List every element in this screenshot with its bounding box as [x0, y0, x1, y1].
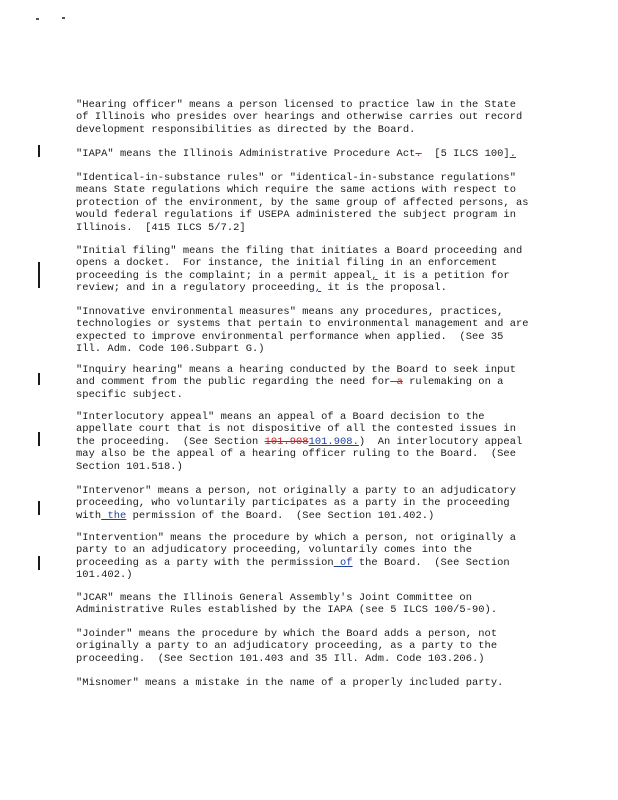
text-line	[76, 270, 546, 282]
body-text: Ill. Adm. Code 106.Subpart G.)	[76, 343, 265, 356]
body-text: ) An interlocutory appeal	[358, 435, 523, 448]
text-line	[76, 510, 546, 522]
inserted-text: 101.908	[308, 435, 353, 448]
text-line	[76, 436, 546, 448]
body-text: specific subject.	[76, 388, 183, 401]
definition-jcar	[76, 592, 546, 617]
body-text: protection of the environment, by the same group of affected persons, as	[76, 196, 529, 209]
body-text: means State regulations which require the same actions with respect to	[76, 184, 516, 197]
definition-hearing-officer	[76, 99, 546, 136]
inserted-text: .	[352, 435, 359, 448]
text-line	[76, 497, 546, 509]
scan-speck	[36, 18, 39, 20]
inserted-text: ,	[314, 282, 322, 295]
body-text: proceeding as a party with the permission	[76, 556, 334, 569]
definition-interlocutory-appeal	[76, 411, 546, 473]
definition-intervention	[76, 532, 546, 582]
text-line	[76, 485, 546, 497]
body-text: proceeding, who voluntarily participates as a party in the proceeding	[76, 497, 510, 510]
text-line	[76, 282, 546, 294]
text-line	[76, 343, 546, 355]
text-line	[76, 461, 546, 473]
definition-intervenor	[76, 485, 546, 522]
inserted-text: of	[333, 556, 353, 569]
inserted-text: .	[509, 148, 517, 160]
text-line	[76, 423, 546, 435]
text-line	[76, 197, 546, 209]
revision-bar	[38, 262, 40, 288]
text-line	[76, 376, 546, 388]
body-text: "Identical-in-substance rules" or "identical-in-substance regulations"	[76, 172, 516, 184]
revision-bar	[38, 145, 40, 157]
definition-innovative-measures	[76, 306, 546, 356]
body-text: "Intervention" means the procedure by which a person, not originally a	[76, 532, 516, 544]
body-text: the Board. (See Section	[352, 556, 510, 569]
body-text: Section 101.518.)	[76, 460, 183, 473]
revision-bar	[38, 373, 40, 385]
text-line	[76, 257, 546, 269]
body-text: the proceeding. (See Section	[76, 435, 265, 448]
text-line	[76, 331, 546, 343]
text-line	[76, 557, 546, 569]
body-text: "Initial filing" means the filing that initiates a Board proceeding and	[76, 245, 523, 257]
revision-bar	[38, 501, 40, 515]
inserted-text: the	[101, 509, 127, 522]
text-line	[76, 99, 546, 111]
revision-bar	[38, 556, 40, 570]
definition-misnomer	[76, 677, 546, 689]
body-text: review; and in a regulatory proceeding	[76, 282, 315, 295]
body-text: "IAPA" means the Illinois Administrative Procedure Act	[76, 148, 416, 160]
text-line	[76, 306, 546, 318]
text-line	[76, 604, 546, 616]
text-line	[76, 124, 546, 136]
inserted-text: ,	[371, 269, 378, 282]
definition-inquiry-hearing	[76, 364, 546, 401]
deleted-text: 101.908	[264, 435, 309, 448]
body-text: expected to improve environmental performance when applied. (See 35	[76, 330, 504, 343]
body-text: it is a petition for	[377, 269, 510, 282]
text-line	[76, 569, 546, 581]
body-text: proceeding is the complaint; in a permit appeal	[76, 269, 372, 282]
body-text: development responsibilities as directed by the Board.	[76, 123, 416, 136]
body-text: permission of the Board. (See Section 101.402.)	[126, 509, 435, 522]
text-line	[76, 653, 546, 665]
body-text: party to an adjudicatory proceeding, voluntarily comes into the	[76, 544, 472, 557]
body-text: "Intervenor" means a person, not originally a party to an adjudicatory	[76, 485, 516, 497]
body-text: may also be the appeal of a hearing officer ruling to the Board. (See	[76, 448, 516, 461]
body-text: "Hearing officer" means a person licensed to practice law in the State	[76, 99, 516, 111]
scan-speck	[62, 17, 65, 19]
text-line	[76, 148, 546, 160]
revision-bar	[38, 432, 40, 446]
body-text: appellate court that is not dispositive of all the contested issues in	[76, 423, 516, 436]
body-text: technologies or systems that pertain to environmental management and are	[76, 318, 529, 331]
body-text: Administrative Rules established by the IAPA (see 5 ILCS 100/5-90).	[76, 604, 498, 617]
body-text: would federal regulations if USEPA administered the subject program in	[76, 209, 516, 222]
body-text: proceeding. (See Section 101.403 and 35 Ill. Adm. Code 103.206.)	[76, 652, 485, 665]
body-text: rulemaking on a	[402, 376, 504, 389]
text-line	[76, 677, 546, 689]
deleted-text: a	[390, 376, 403, 389]
body-text: "Innovative environmental measures" means any procedures, practices,	[76, 306, 504, 318]
text-line	[76, 364, 546, 376]
text-line	[76, 222, 546, 234]
body-text: 101.402.)	[76, 569, 133, 582]
definition-identical-in-substance	[76, 172, 546, 234]
body-text: it is the proposal.	[321, 282, 447, 295]
body-text: and comment from the public regarding the need for	[76, 376, 391, 389]
text-line	[76, 172, 546, 184]
body-text: Illinois. [415 ILCS 5/7.2]	[76, 221, 246, 234]
text-line	[76, 111, 546, 123]
body-text: originally a party to an adjudicatory proceeding, as a party to the	[76, 640, 498, 653]
text-line	[76, 389, 546, 401]
body-text: "Misnomer" means a mistake in the name of a properly included party.	[76, 677, 504, 689]
deleted-text: .	[415, 148, 422, 160]
body-text: with	[76, 509, 102, 522]
body-text: [5 ILCS 100]	[421, 148, 510, 160]
text-line	[76, 209, 546, 221]
body-text: opens a docket. For instance, the initial filing in an enforcement	[76, 257, 498, 270]
text-line	[76, 628, 546, 640]
text-line	[76, 245, 546, 257]
text-line	[76, 184, 546, 196]
text-line	[76, 318, 546, 330]
body-text: "Joinder" means the procedure by which the Board adds a person, not	[76, 628, 498, 640]
definition-joinder	[76, 628, 546, 665]
body-text: of Illinois who presides over hearings and otherwise carries out record	[76, 111, 523, 124]
text-line	[76, 640, 546, 652]
body-text: "JCAR" means the Illinois General Assembly's Joint Committee on	[76, 592, 472, 604]
text-line	[76, 592, 546, 604]
body-text: "Interlocutory appeal" means an appeal of a Board decision to the	[76, 411, 485, 423]
text-line	[76, 448, 546, 460]
body-text: "Inquiry hearing" means a hearing conducted by the Board to seek input	[76, 364, 516, 376]
text-line	[76, 532, 546, 544]
definition-iapa	[76, 148, 546, 160]
text-line	[76, 411, 546, 423]
text-line	[76, 544, 546, 556]
definition-initial-filing	[76, 245, 546, 295]
